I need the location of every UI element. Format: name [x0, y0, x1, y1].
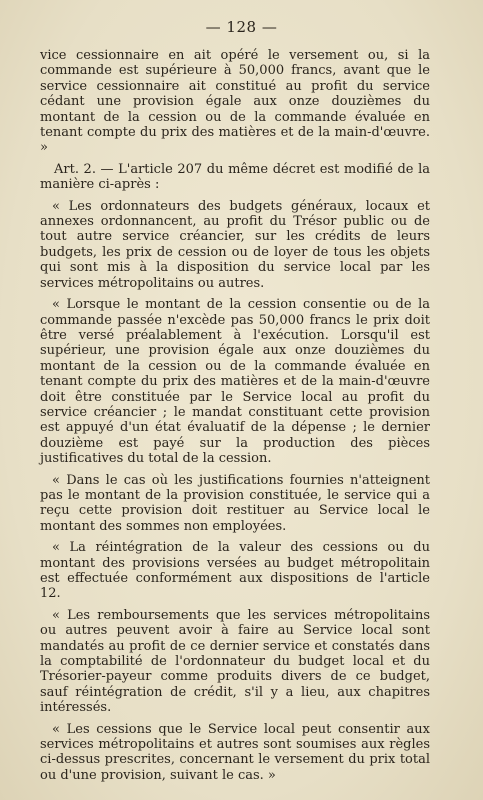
text-body — [40, 48, 430, 783]
paragraph-montant-cession: « Lorsque le montant de la cession consentie ou de la commande passée n'excède pas 50,000 francs le prix doit être versé préalablement à l'exécution. Lorsqu'il est supérieur, une provision égale aux onze douzièmes du montant de la cession ou de la commande évaluée en tenant compte du prix des matières et de la main-d'œuvre doit être constituée par le Service local au profit du service créancier ; le mandat constituant cette provision est appuyé d'un état évaluatif de la dépense ; le dernier douzième est payé sur la production des pièces justificatives du total de la cession. — [40, 297, 430, 467]
paragraph-continuation: vice cessionnaire en ait opéré le versement ou, si la commande est supérieure à 50,000 francs, avant que le service cessionnaire ait constitué au profit du service cédant une provision égale aux onze douzièmes du montant de la cession ou de la commande évaluée en tenant compte du prix des matières et de la main-d'œuvre. » — [40, 48, 430, 156]
paragraph-cessions: « Les cessions que le Service local peut consentir aux services métropolitains et autres sont soumises aux règles ci-dessus prescrites, concernant le versement du prix total ou d'une provision, suivant le cas. » — [40, 721, 430, 783]
paragraph-article-2: Art. 2. — L'article 207 du même décret est modifié de la manière ci-après : — [40, 161, 430, 193]
paragraph-justifications: « Dans le cas où les justifications fournies n'atteignent pas le montant de la provision constituée, le service qui a reçu cette provision doit restituer au Service local le montant des sommes non employées. — [40, 472, 430, 534]
paragraph-ordonnateurs: « Les ordonnateurs des budgets généraux, locaux et annexes ordonnancent, au profit du Trésor public ou de tout autre service créancier, sur les crédits de leurs budgets, les prix de cession ou de loyer de tous les objets qui sont mis à la disposition du service local par les services métropolitains ou autres. — [40, 198, 430, 291]
paragraph-reintegration: « La réintégration de la valeur des cessions ou du montant des provisions versées au budget métropolitain est effectuée conformément aux dispositions de l'article 12. — [40, 540, 430, 602]
paragraph-remboursements: « Les remboursements que les services métropolitains ou autres peuvent avoir à faire au Service local sont mandatés au profit de ce dernier service et constatés dans la comptabilité de l'ordonnateur du budget local et du Trésorier-payeur comme produits divers de ce budget, sauf réintégration de crédit, s'il y a lieu, aux chapitres intéressés. — [40, 607, 430, 716]
page-number: — 128 — — [205, 18, 278, 36]
